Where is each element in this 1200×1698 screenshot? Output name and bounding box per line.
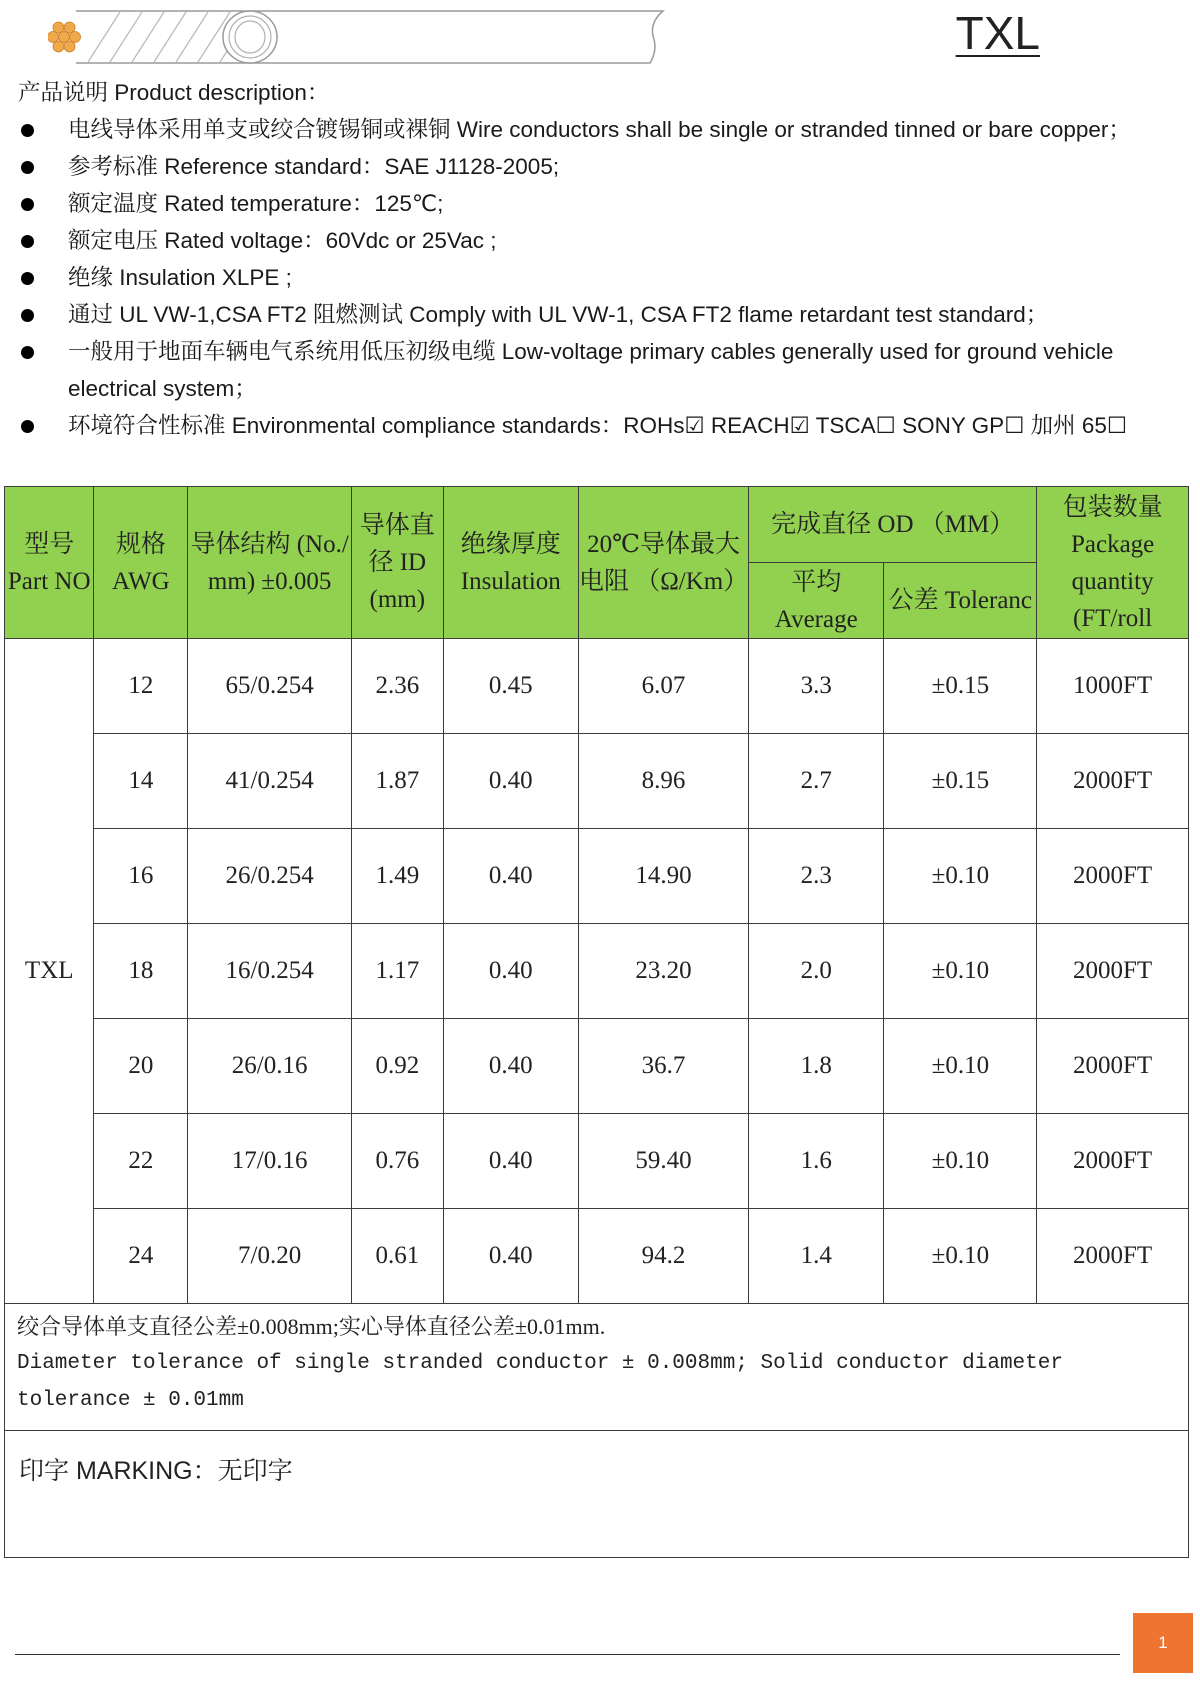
table-row — [5, 734, 1189, 829]
package-cell: 1000FT — [1037, 639, 1189, 734]
bullet-icon — [21, 124, 34, 137]
list-item-text: 环境符合性标准 Environmental compliance standards：ROHs☑ REACH☑ TSCA☐ SONY GP☐ 加州 65☐ — [68, 413, 1128, 438]
bullet-icon — [21, 346, 34, 359]
list-item — [18, 148, 1188, 185]
list-item — [18, 222, 1188, 259]
page-number-badge: 1 — [1133, 1613, 1193, 1673]
conductor-diameter-cell: 0.61 — [351, 1209, 443, 1304]
package-cell: 2000FT — [1037, 1209, 1189, 1304]
header-part-no: 型号 Part NO — [5, 487, 94, 639]
list-item-text: 通过 UL VW-1,CSA FT2 阻燃测试 Comply with UL VW-1, CSA FT2 flame retardant test standard； — [68, 302, 1049, 327]
od-average-cell: 1.6 — [749, 1114, 884, 1209]
awg-cell: 14 — [94, 734, 188, 829]
package-cell: 2000FT — [1037, 924, 1189, 1019]
conductor-diameter-cell: 1.87 — [351, 734, 443, 829]
list-item-text: 额定温度 Rated temperature：125℃; — [68, 191, 444, 216]
list-item-text: 一般用于地面车辆电气系统用低压初级电缆 Low-voltage primary cables generally used for ground vehicle electrical system； — [68, 339, 1114, 401]
insulation-cell: 0.40 — [443, 1209, 578, 1304]
part-no-cell: TXL — [5, 639, 94, 1304]
description-list — [18, 111, 1188, 444]
structure-cell: 41/0.254 — [188, 734, 352, 829]
header-conductor-diameter: 导体直径 ID (mm) — [351, 487, 443, 639]
footer-divider — [15, 1654, 1120, 1655]
structure-cell: 17/0.16 — [188, 1114, 352, 1209]
header-outer-diameter: 完成直径 OD （MM） — [749, 487, 1037, 563]
header-max-resistance: 20℃导体最大电阻 （Ω/Km） — [578, 487, 748, 639]
table-row — [5, 829, 1189, 924]
package-cell: 2000FT — [1037, 829, 1189, 924]
awg-cell: 18 — [94, 924, 188, 1019]
package-cell: 2000FT — [1037, 1114, 1189, 1209]
od-tolerance-cell: ±0.15 — [884, 639, 1037, 734]
table-row — [5, 639, 1189, 734]
insulation-cell: 0.40 — [443, 1114, 578, 1209]
package-cell: 2000FT — [1037, 1019, 1189, 1114]
header-insulation-thickness: 绝缘厚度 Insulation — [443, 487, 578, 639]
resistance-cell: 6.07 — [578, 639, 748, 734]
insulation-cell: 0.40 — [443, 734, 578, 829]
od-average-cell: 3.3 — [749, 639, 884, 734]
structure-cell: 65/0.254 — [188, 639, 352, 734]
insulation-cell: 0.45 — [443, 639, 578, 734]
structure-cell: 7/0.20 — [188, 1209, 352, 1304]
od-tolerance-cell: ±0.15 — [884, 734, 1037, 829]
conductor-diameter-cell: 2.36 — [351, 639, 443, 734]
cable-illustration — [48, 8, 678, 66]
product-description — [18, 74, 1188, 444]
list-item — [18, 333, 1188, 407]
resistance-cell: 59.40 — [578, 1114, 748, 1209]
bullet-icon — [21, 161, 34, 174]
package-cell: 2000FT — [1037, 734, 1189, 829]
table-row — [5, 1019, 1189, 1114]
table-note-row — [5, 1304, 1189, 1431]
od-average-cell: 1.4 — [749, 1209, 884, 1304]
insulation-cell: 0.40 — [443, 1019, 578, 1114]
bullet-icon — [21, 309, 34, 322]
table-row — [5, 924, 1189, 1019]
resistance-cell: 14.90 — [578, 829, 748, 924]
tolerance-note — [5, 1304, 1189, 1431]
od-tolerance-cell: ±0.10 — [884, 1114, 1037, 1209]
list-item — [18, 407, 1188, 444]
od-average-cell: 2.0 — [749, 924, 884, 1019]
spec-table — [4, 486, 1189, 1558]
header-od-tolerance: 公差 Toleranc — [884, 563, 1037, 639]
resistance-cell: 94.2 — [578, 1209, 748, 1304]
list-item — [18, 259, 1188, 296]
od-average-cell: 2.3 — [749, 829, 884, 924]
tolerance-note-en: Diameter tolerance of single stranded conductor ± 0.008mm; Solid conductor diameter tolerance ± 0.01mm — [17, 1352, 1063, 1412]
list-item — [18, 111, 1188, 148]
list-item — [18, 185, 1188, 222]
resistance-cell: 8.96 — [578, 734, 748, 829]
conductor-diameter-cell: 0.92 — [351, 1019, 443, 1114]
resistance-cell: 23.20 — [578, 924, 748, 1019]
awg-cell: 12 — [94, 639, 188, 734]
bullet-icon — [21, 235, 34, 248]
description-heading: 产品说明 Product description： — [18, 80, 330, 105]
structure-cell: 26/0.16 — [188, 1019, 352, 1114]
header-awg: 规格 AWG — [94, 487, 188, 639]
marking-text: 印字 MARKING：无印字 — [5, 1431, 1189, 1558]
list-item-text: 参考标准 Reference standard：SAE J1128-2005; — [68, 154, 560, 179]
list-item-text: 电线导体采用单支或绞合镀锡铜或裸铜 Wire conductors shall be single or stranded tinned or bare copper； — [68, 117, 1131, 142]
list-item-text: 额定电压 Rated voltage：60Vdc or 25Vac ; — [68, 228, 497, 253]
header-conductor-structure: 导体结构 (No./ mm) ±0.005 — [188, 487, 352, 639]
od-tolerance-cell: ±0.10 — [884, 1019, 1037, 1114]
bullet-icon — [21, 198, 34, 211]
document-title: TXL — [955, 7, 1040, 59]
header-package-quantity: 包装数量 Package quantity (FT/roll — [1037, 487, 1189, 639]
insulation-cell: 0.40 — [443, 924, 578, 1019]
od-average-cell: 2.7 — [749, 734, 884, 829]
resistance-cell: 36.7 — [578, 1019, 748, 1114]
od-average-cell: 1.8 — [749, 1019, 884, 1114]
bullet-icon — [21, 272, 34, 285]
marking-row — [5, 1431, 1189, 1558]
od-tolerance-cell: ±0.10 — [884, 1209, 1037, 1304]
awg-cell: 22 — [94, 1114, 188, 1209]
od-tolerance-cell: ±0.10 — [884, 924, 1037, 1019]
list-item — [18, 296, 1188, 333]
table-row — [5, 1209, 1189, 1304]
structure-cell: 16/0.254 — [188, 924, 352, 1019]
header-od-average: 平均 Average — [749, 563, 884, 639]
awg-cell: 24 — [94, 1209, 188, 1304]
conductor-diameter-cell: 1.17 — [351, 924, 443, 1019]
table-row — [5, 1114, 1189, 1209]
awg-cell: 20 — [94, 1019, 188, 1114]
structure-cell: 26/0.254 — [188, 829, 352, 924]
conductor-diameter-cell: 1.49 — [351, 829, 443, 924]
tolerance-note-zh: 绞合导体单支直径公差±0.008mm;实心导体直径公差±0.01mm. — [17, 1314, 606, 1339]
conductor-diameter-cell: 0.76 — [351, 1114, 443, 1209]
bullet-icon — [21, 420, 34, 433]
awg-cell: 16 — [94, 829, 188, 924]
list-item-text: 绝缘 Insulation XLPE ; — [68, 265, 292, 290]
od-tolerance-cell: ±0.10 — [884, 829, 1037, 924]
insulation-cell: 0.40 — [443, 829, 578, 924]
